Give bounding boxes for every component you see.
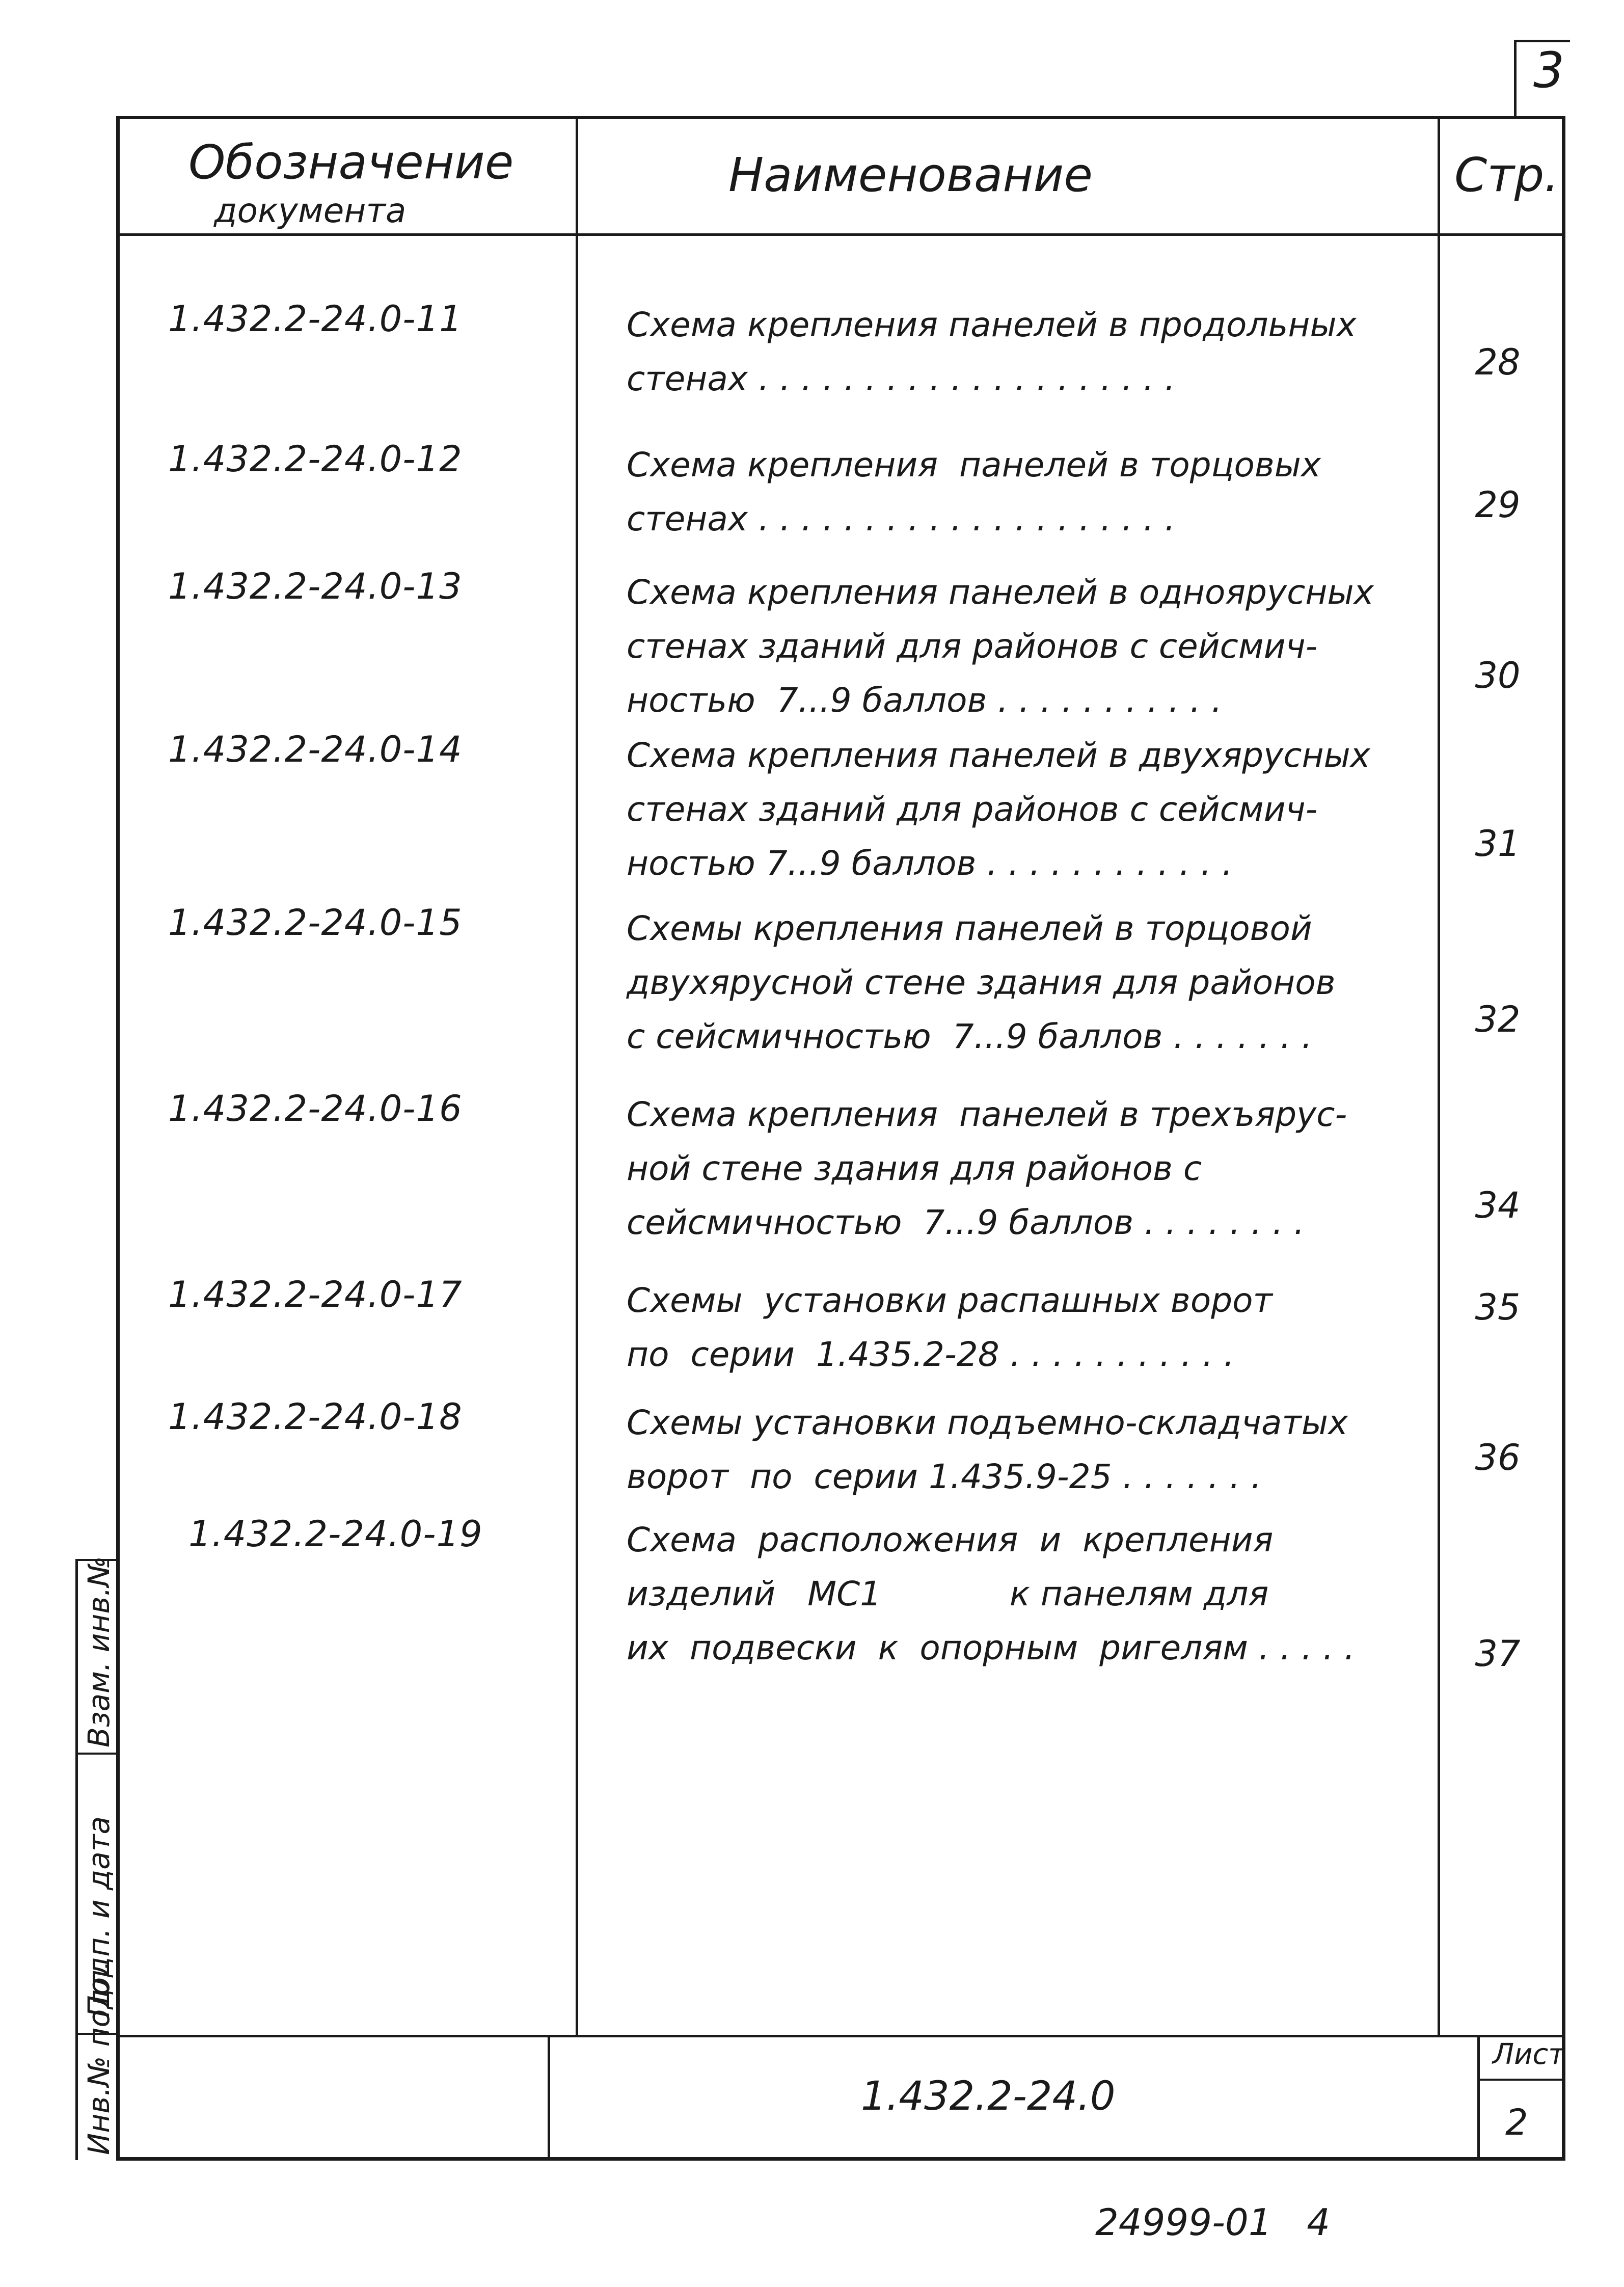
row-page: 29 xyxy=(1475,484,1521,526)
row-code: 1.432.2-24.0-13 xyxy=(168,566,463,607)
stamp-top-border xyxy=(116,2035,1565,2037)
row-code: 1.432.2-24.0-15 xyxy=(168,902,463,944)
stamp-sheet-value: 2 xyxy=(1505,2102,1528,2143)
row-page: 31 xyxy=(1475,823,1521,865)
row-code: 1.432.2-24.0-16 xyxy=(168,1088,463,1129)
row-page: 35 xyxy=(1475,1286,1521,1328)
footer-code: 24999-01 4 xyxy=(1095,2201,1331,2244)
sheet-box-left xyxy=(1514,40,1517,116)
frame-right-border xyxy=(1562,116,1565,2160)
header-separator xyxy=(116,233,1565,236)
row-name: Схемы установки подъемно-складчатых ворот по серии 1.435.9-25 . . . . . . . xyxy=(627,1403,1348,1496)
row-page: 32 xyxy=(1475,999,1521,1040)
row-name: Схемы крепления панелей в торцовой двухярусной стене здания для районов с сейсмичностью 7...9 баллов . . . . . . . xyxy=(627,909,1336,1056)
frame-bottom-border xyxy=(116,2157,1565,2161)
header-name: Наименование xyxy=(728,148,1093,202)
side-stamp-inv-orig: Инв.№ подл. xyxy=(82,1960,116,2155)
row-page: 28 xyxy=(1475,341,1521,383)
row-name: Схема крепления панелей в двухярусных стенах зданий для районов с сейсмич- ностью 7...9 баллов . . . . . . . . . . . . xyxy=(627,736,1370,883)
stamp-divider-right xyxy=(1477,2035,1480,2160)
header-page: Стр. xyxy=(1454,148,1559,202)
column-divider-2 xyxy=(1438,116,1440,2037)
row-name: Схема крепления панелей в одноярусных стенах зданий для районов с сейсмич- ностью 7...9 баллов . . . . . . . . . . . xyxy=(627,573,1374,720)
row-name: Схема расположения и крепления изделий МС1 к панелям для их подвески к опорным ригелям . . . . . xyxy=(627,1520,1355,1667)
side-stamp-replaced-inv: Взам. инв.№ xyxy=(82,1556,116,1747)
frame-top-border xyxy=(116,116,1565,119)
header-designation-line1: Обозначение xyxy=(188,135,514,190)
stamp-divider-left xyxy=(548,2035,550,2160)
row-code: 1.432.2-24.0-18 xyxy=(168,1396,463,1438)
stamp-sheet-separator xyxy=(1477,2079,1564,2081)
side-stamp-outer-left xyxy=(75,1559,78,2160)
row-page: 34 xyxy=(1475,1185,1521,1226)
row-page: 37 xyxy=(1475,1633,1521,1675)
frame-left-border xyxy=(116,116,120,2160)
side-stamp-separator-1 xyxy=(75,1753,119,1755)
row-name: Схема крепления панелей в торцовых стенах . . . . . . . . . . . . . . . . . . . . xyxy=(627,445,1321,539)
header-designation-line2: документа xyxy=(214,191,407,230)
row-name: Схемы установки распашных ворот по серии 1.435.2-28 . . . . . . . . . . . xyxy=(627,1281,1273,1374)
stamp-document-code: 1.432.2-24.0 xyxy=(861,2074,1116,2119)
side-stamp-sign-date: Подп. и дата xyxy=(82,1816,116,2017)
column-divider-1 xyxy=(576,116,578,2037)
row-page: 30 xyxy=(1475,655,1521,696)
row-code: 1.432.2-24.0-11 xyxy=(168,298,463,340)
row-code: 1.432.2-24.0-17 xyxy=(168,1274,463,1315)
row-code: 1.432.2-24.0-12 xyxy=(168,438,463,480)
row-page: 36 xyxy=(1475,1437,1521,1478)
sheet-number: 3 xyxy=(1533,42,1565,99)
row-name: Схема крепления панелей в трехъярус- ной стене здания для районов с сейсмичностью 7...9 баллов . . . . . . . . xyxy=(627,1095,1347,1242)
row-name: Схема крепления панелей в продольных стенах . . . . . . . . . . . . . . . . . . . . xyxy=(627,305,1357,398)
row-code: 1.432.2-24.0-19 xyxy=(188,1513,483,1555)
row-code: 1.432.2-24.0-14 xyxy=(168,729,463,770)
stamp-sheet-label: Лист xyxy=(1493,2038,1565,2071)
